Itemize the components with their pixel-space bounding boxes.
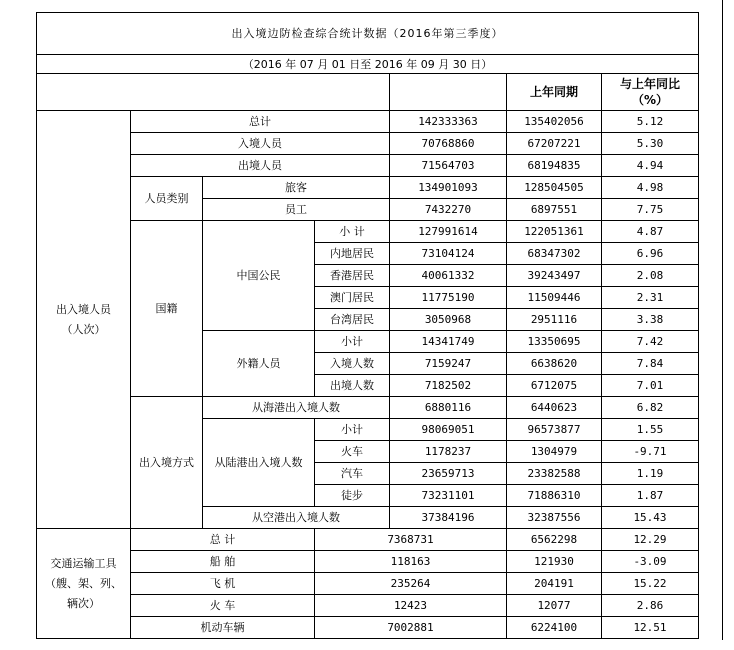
group-category: 人员类别 — [131, 177, 203, 221]
group-foreign: 外籍人员 — [203, 331, 315, 397]
cell-current: 1178237 — [390, 441, 507, 463]
table-row — [37, 155, 699, 177]
cell-yoy: 15.43 — [602, 507, 699, 529]
cell-last: 96573877 — [507, 419, 602, 441]
row-label: 火车 — [315, 441, 390, 463]
cell-current: 98069051 — [390, 419, 507, 441]
cell-yoy: 1.55 — [602, 419, 699, 441]
row-label: 小 计 — [315, 221, 390, 243]
table-row — [37, 529, 699, 551]
cell-current: 142333363 — [390, 111, 507, 133]
row-label: 机动车辆 — [131, 617, 315, 639]
cell-yoy: 5.30 — [602, 133, 699, 155]
cell-yoy: 3.38 — [602, 309, 699, 331]
table-row — [37, 573, 699, 595]
cell-yoy: 12.29 — [602, 529, 699, 551]
row-label: 员工 — [203, 199, 390, 221]
row-label: 入境人数 — [315, 353, 390, 375]
table-row — [37, 595, 699, 617]
cell-current: 73104124 — [390, 243, 507, 265]
table-row — [37, 221, 699, 243]
table-row — [37, 397, 699, 419]
cell-last: 32387556 — [507, 507, 602, 529]
group-persons: 出入境人员（人次） — [37, 111, 131, 529]
cell-last: 23382588 — [507, 463, 602, 485]
page-edge-right — [722, 0, 723, 640]
cell-current: 7368731 — [315, 529, 507, 551]
cell-last: 13350695 — [507, 331, 602, 353]
cell-last: 6897551 — [507, 199, 602, 221]
cell-last: 128504505 — [507, 177, 602, 199]
cell-current: 6880116 — [390, 397, 507, 419]
cell-last: 2951116 — [507, 309, 602, 331]
cell-current: 23659713 — [390, 463, 507, 485]
cell-current: 7002881 — [315, 617, 507, 639]
table-row — [37, 551, 699, 573]
group-land: 从陆港出入境人数 — [203, 419, 315, 507]
cell-yoy: 2.86 — [602, 595, 699, 617]
cell-last: 121930 — [507, 551, 602, 573]
cell-yoy: 12.51 — [602, 617, 699, 639]
cell-yoy: -3.09 — [602, 551, 699, 573]
cell-yoy: 4.87 — [602, 221, 699, 243]
group-nationality: 国籍 — [131, 221, 203, 397]
statistics-table — [36, 12, 699, 639]
header-last-year: 上年同期 — [507, 74, 602, 111]
cell-yoy: 4.94 — [602, 155, 699, 177]
table-title: 出入境边防检查综合统计数据（2016年第三季度） — [37, 13, 699, 55]
row-label: 飞 机 — [131, 573, 315, 595]
cell-last: 68194835 — [507, 155, 602, 177]
table-row — [37, 133, 699, 155]
cell-last: 68347302 — [507, 243, 602, 265]
cell-current: 70768860 — [390, 133, 507, 155]
row-label: 从空港出入境人数 — [203, 507, 390, 529]
row-label: 出境人数 — [315, 375, 390, 397]
cell-last: 39243497 — [507, 265, 602, 287]
cell-current: 37384196 — [390, 507, 507, 529]
cell-current: 71564703 — [390, 155, 507, 177]
header-blank — [37, 74, 390, 111]
table-row — [37, 177, 699, 199]
date-range: （2016 年 07 月 01 日至 2016 年 09 月 30 日） — [37, 55, 699, 74]
cell-yoy: 2.08 — [602, 265, 699, 287]
cell-last: 1304979 — [507, 441, 602, 463]
cell-yoy: 1.87 — [602, 485, 699, 507]
cell-current: 7159247 — [390, 353, 507, 375]
row-label: 小计 — [315, 419, 390, 441]
cell-current: 235264 — [315, 573, 507, 595]
header-current — [390, 74, 507, 111]
row-label: 出境人员 — [131, 155, 390, 177]
cell-last: 6562298 — [507, 529, 602, 551]
row-label: 香港居民 — [315, 265, 390, 287]
header-row — [37, 74, 699, 111]
cell-current: 12423 — [315, 595, 507, 617]
cell-last: 11509446 — [507, 287, 602, 309]
cell-last: 12077 — [507, 595, 602, 617]
table-row — [37, 617, 699, 639]
header-yoy-line2: （%） — [631, 93, 669, 107]
row-label: 小计 — [315, 331, 390, 353]
cell-last: 71886310 — [507, 485, 602, 507]
cell-last: 67207221 — [507, 133, 602, 155]
cell-yoy: 7.75 — [602, 199, 699, 221]
cell-current: 73231101 — [390, 485, 507, 507]
row-label: 从海港出入境人数 — [203, 397, 390, 419]
cell-last: 204191 — [507, 573, 602, 595]
cell-current: 127991614 — [390, 221, 507, 243]
cell-yoy: 7.84 — [602, 353, 699, 375]
group-chinese: 中国公民 — [203, 221, 315, 331]
row-label: 内地居民 — [315, 243, 390, 265]
row-label: 入境人员 — [131, 133, 390, 155]
cell-yoy: 5.12 — [602, 111, 699, 133]
header-yoy — [602, 74, 699, 111]
cell-current: 11775190 — [390, 287, 507, 309]
row-label: 总计 — [131, 111, 390, 133]
cell-current: 14341749 — [390, 331, 507, 353]
cell-current: 7182502 — [390, 375, 507, 397]
cell-current: 7432270 — [390, 199, 507, 221]
row-label: 旅客 — [203, 177, 390, 199]
cell-current: 118163 — [315, 551, 507, 573]
group-mode: 出入境方式 — [131, 397, 203, 529]
cell-current: 134901093 — [390, 177, 507, 199]
row-label: 台湾居民 — [315, 309, 390, 331]
cell-last: 122051361 — [507, 221, 602, 243]
cell-last: 6638620 — [507, 353, 602, 375]
row-label: 徒步 — [315, 485, 390, 507]
cell-yoy: 6.82 — [602, 397, 699, 419]
cell-last: 6712075 — [507, 375, 602, 397]
cell-current: 3050968 — [390, 309, 507, 331]
cell-yoy: 2.31 — [602, 287, 699, 309]
header-yoy-line1: 与上年同比 — [619, 77, 680, 91]
row-label: 澳门居民 — [315, 287, 390, 309]
cell-yoy: 6.96 — [602, 243, 699, 265]
group-transport: 交通运输工具（艘、架、列、辆次） — [37, 529, 131, 639]
cell-yoy: 7.01 — [602, 375, 699, 397]
cell-yoy: 15.22 — [602, 573, 699, 595]
cell-yoy: 7.42 — [602, 331, 699, 353]
row-label: 总 计 — [131, 529, 315, 551]
cell-yoy: -9.71 — [602, 441, 699, 463]
cell-last: 6224100 — [507, 617, 602, 639]
cell-current: 40061332 — [390, 265, 507, 287]
cell-last: 135402056 — [507, 111, 602, 133]
table-row — [37, 111, 699, 133]
cell-yoy: 1.19 — [602, 463, 699, 485]
row-label: 汽车 — [315, 463, 390, 485]
row-label: 船 舶 — [131, 551, 315, 573]
cell-yoy: 4.98 — [602, 177, 699, 199]
row-label: 火 车 — [131, 595, 315, 617]
cell-last: 6440623 — [507, 397, 602, 419]
